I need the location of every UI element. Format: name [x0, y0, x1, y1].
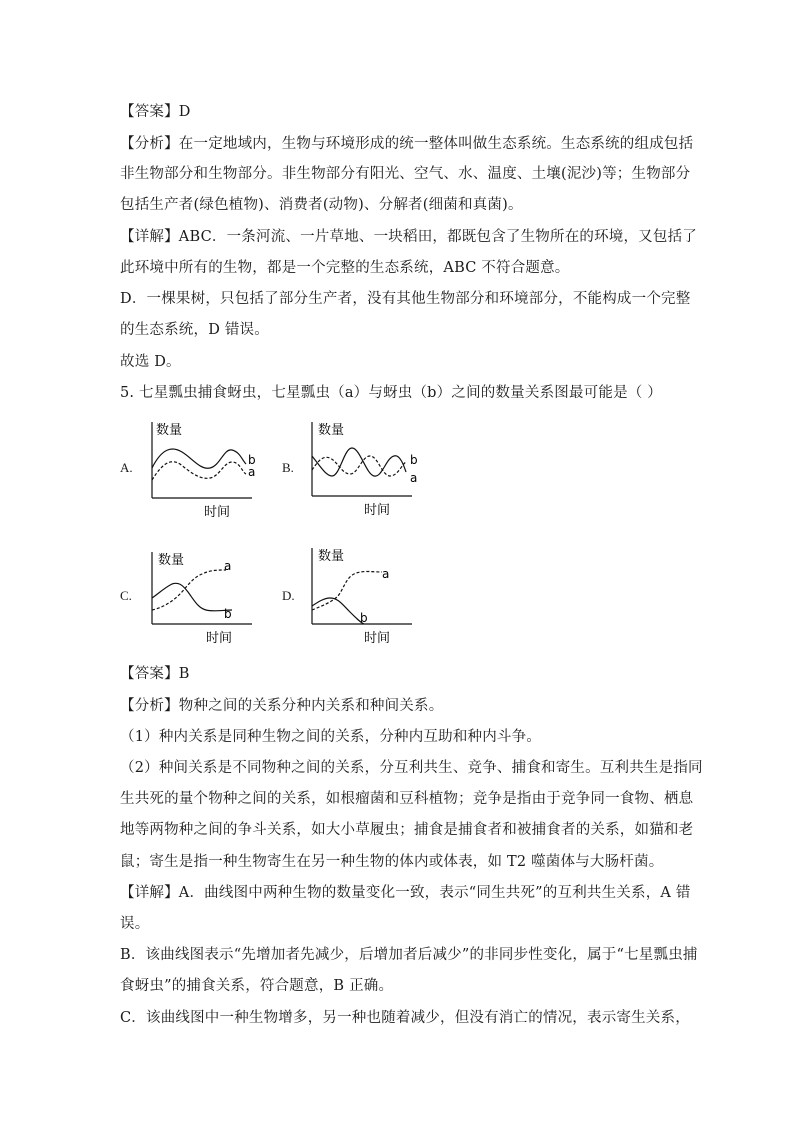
question-5: 5. 七星瓢虫捕食蚜虫，七星瓢虫（a）与蚜虫（b）之间的数量关系图最可能是（ ）: [120, 385, 662, 401]
option-b-curve-b: [312, 448, 406, 476]
option-c-curve-b: [152, 583, 232, 611]
analysis2-line-2: （1）种内关系是同种生物之间的关系，分种内互助和种内斗争。: [120, 729, 542, 745]
option-b-label: B.: [282, 460, 294, 475]
option-d-label: D.: [282, 588, 295, 603]
option-c-series-b: b: [224, 607, 232, 621]
detail2-line-1: 【详解】A．曲线图中两种生物的数量变化一致，表示“同生共死”的互利共生关系，A 错: [120, 885, 691, 901]
analysis2-line-5: 地等两物种之间的争斗关系，如大小草履虫；捕食是捕食者和被捕食者的关系，如猫和老: [120, 822, 694, 838]
option-b-series-b: b: [410, 453, 418, 467]
option-b-chart: [300, 418, 430, 523]
detail-line-1: 【详解】ABC．一条河流、一片草地、一块稻田，都既包含了生物所在的环境，又包括了: [120, 229, 697, 245]
conclusion-line: 故选 D。: [120, 354, 181, 370]
option-a-curve-b: [152, 449, 246, 468]
option-d-ylabel: 数量: [318, 549, 345, 564]
option-b-ylabel: 数量: [318, 423, 345, 438]
option-c-label: C.: [120, 588, 132, 603]
option-a-ylabel: 数量: [156, 423, 183, 438]
analysis2-line-6: 鼠；寄生是指一种生物寄生在另一种生物的体内或体表，如 T2 噬菌体与大肠杆菌。: [120, 854, 664, 870]
option-d-chart: [300, 544, 430, 648]
analysis-line-3: 包括生产者(绿色植物)、消费者(动物)、分解者(细菌和真菌)。: [120, 197, 523, 213]
option-a-chart: [140, 418, 270, 523]
option-a-xlabel: 时间: [204, 505, 231, 520]
option-b-xlabel: 时间: [364, 503, 391, 518]
option-d-series-a: a: [382, 567, 390, 581]
analysis-line-1: 【分析】在一定地域内，生物与环境形成的统一整体叫做生态系统。生态系统的组成包括: [120, 136, 694, 152]
detail2-line-5: C．该曲线图中一种生物增多，另一种也随着减少，但没有消亡的情况，表示寄生关系，: [120, 1010, 690, 1026]
option-d-curve-b: [312, 598, 364, 624]
option-c-xlabel: 时间: [206, 631, 233, 646]
detail2-line-2: 误。: [120, 916, 150, 932]
option-b-series-a: a: [410, 471, 418, 485]
option-a-series-a: a: [248, 465, 256, 479]
detail2-line-3: B．该曲线图表示“先增加者先减少，后增加者后减少”的非同步性变化，属于“七星瓢虫捕: [120, 947, 698, 963]
answer-line-2: 【答案】B: [120, 666, 190, 682]
option-a-label: A.: [120, 460, 133, 475]
option-c-series-a: a: [224, 559, 232, 573]
option-c-ylabel: 数量: [158, 553, 185, 568]
analysis2-line-4: 生共死的量个物种之间的关系，如根瘤菌和豆科植物；竞争是指由于竞争同一食物、栖息: [120, 791, 694, 807]
analysis2-line-3: （2）种间关系是不同物种之间的关系，分互利共生、竞争、捕食和寄生。互利共生是指同: [120, 760, 703, 776]
answer-line: 【答案】D: [120, 104, 191, 120]
option-c-chart: [140, 548, 270, 648]
detail2-line-4: 食蚜虫”的捕食关系，符合题意，B 正确。: [120, 978, 394, 994]
detail-line-3: D．一棵果树，只包括了部分生产者，没有其他生物部分和环境部分，不能构成一个完整: [120, 291, 691, 307]
option-d-series-b: b: [360, 611, 368, 625]
option-d-curve-a: [312, 572, 382, 611]
analysis-line-2: 非生物部分和生物部分。非生物部分有阳光、空气、水、温度、土壤(泥沙)等；生物部分: [120, 166, 691, 182]
option-d-xlabel: 时间: [364, 631, 391, 646]
option-a-series-b: b: [248, 453, 256, 467]
analysis2-line-1: 【分析】物种之间的关系分种内关系和种间关系。: [120, 698, 444, 714]
detail-line-4: 的生态系统，D 错误。: [120, 322, 269, 338]
detail-line-2: 此环境中所有的生物，都是一个完整的生态系统，ABC 不符合题意。: [120, 260, 570, 276]
